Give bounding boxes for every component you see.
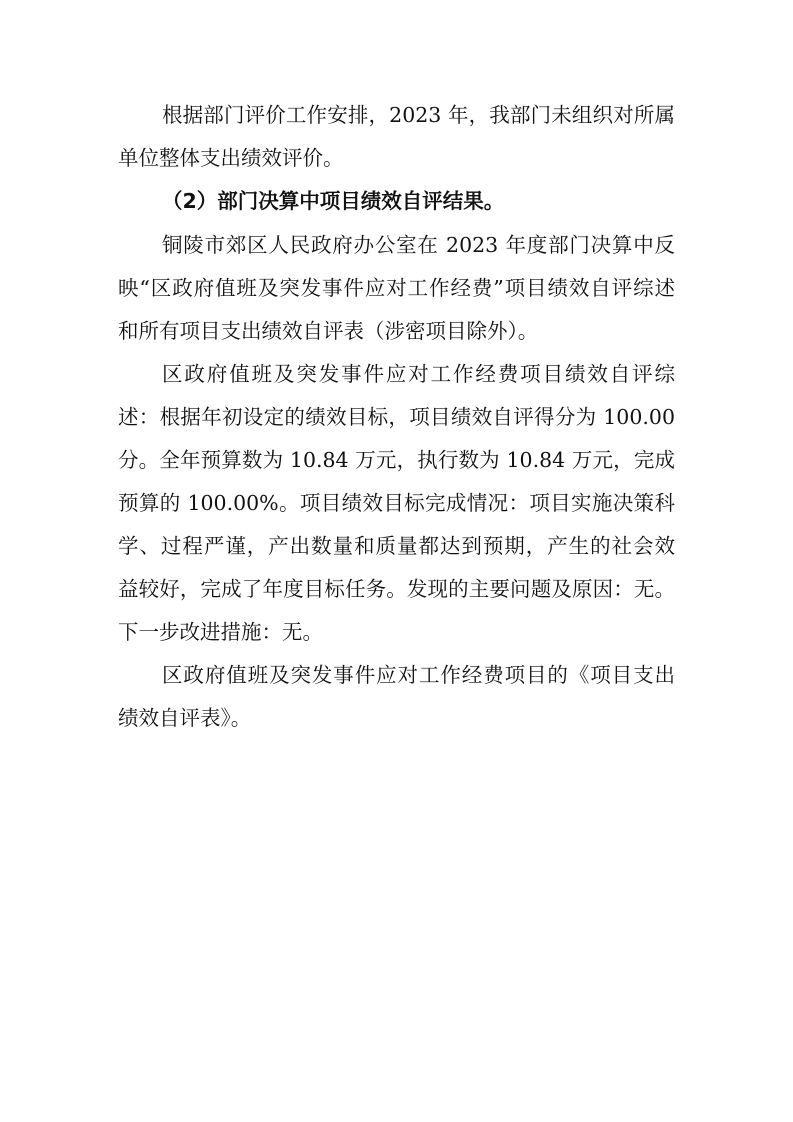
text-line: 根据部门评价工作安排，2023 年，我部门未组织对所属 — [162, 103, 675, 127]
text-line: 分。全年预算数为 10.84 万元，执行数为 10.84 万元，完成 — [118, 448, 675, 472]
text-line: 单位整体支出绩效评价。 — [118, 146, 344, 170]
text-line: 预算的 100.00%。项目绩效目标完成情况：项目实施决策科 — [118, 491, 675, 515]
text-line: 益较好，完成了年度目标任务。发现的主要问题及原因：无。 — [118, 577, 675, 601]
text-line: 绩效自评表》。 — [118, 706, 252, 730]
text-line: 学、过程严谨，产出数量和质量都达到预期，产生的社会效 — [118, 534, 675, 558]
text-line: 铜陵市郊区人民政府办公室在 2023 年度部门决算中反 — [162, 233, 675, 257]
text-line: 和所有项目支出绩效自评表（涉密项目除外）。 — [118, 319, 539, 343]
text-line: 下一步改进措施：无。 — [118, 620, 323, 644]
text-line: 映“区政府值班及突发事件应对工作经费”项目绩效自评综述 — [118, 276, 675, 300]
text-line: 区政府值班及突发事件应对工作经费项目的《项目支出 — [162, 663, 675, 687]
text-line: 区政府值班及突发事件应对工作经费项目绩效自评综 — [162, 362, 675, 386]
text-line: 述：根据年初设定的绩效目标，项目绩效自评得分为 100.00 — [118, 405, 675, 429]
section-heading: （2）部门决算中项目绩效自评结果。 — [162, 189, 505, 213]
